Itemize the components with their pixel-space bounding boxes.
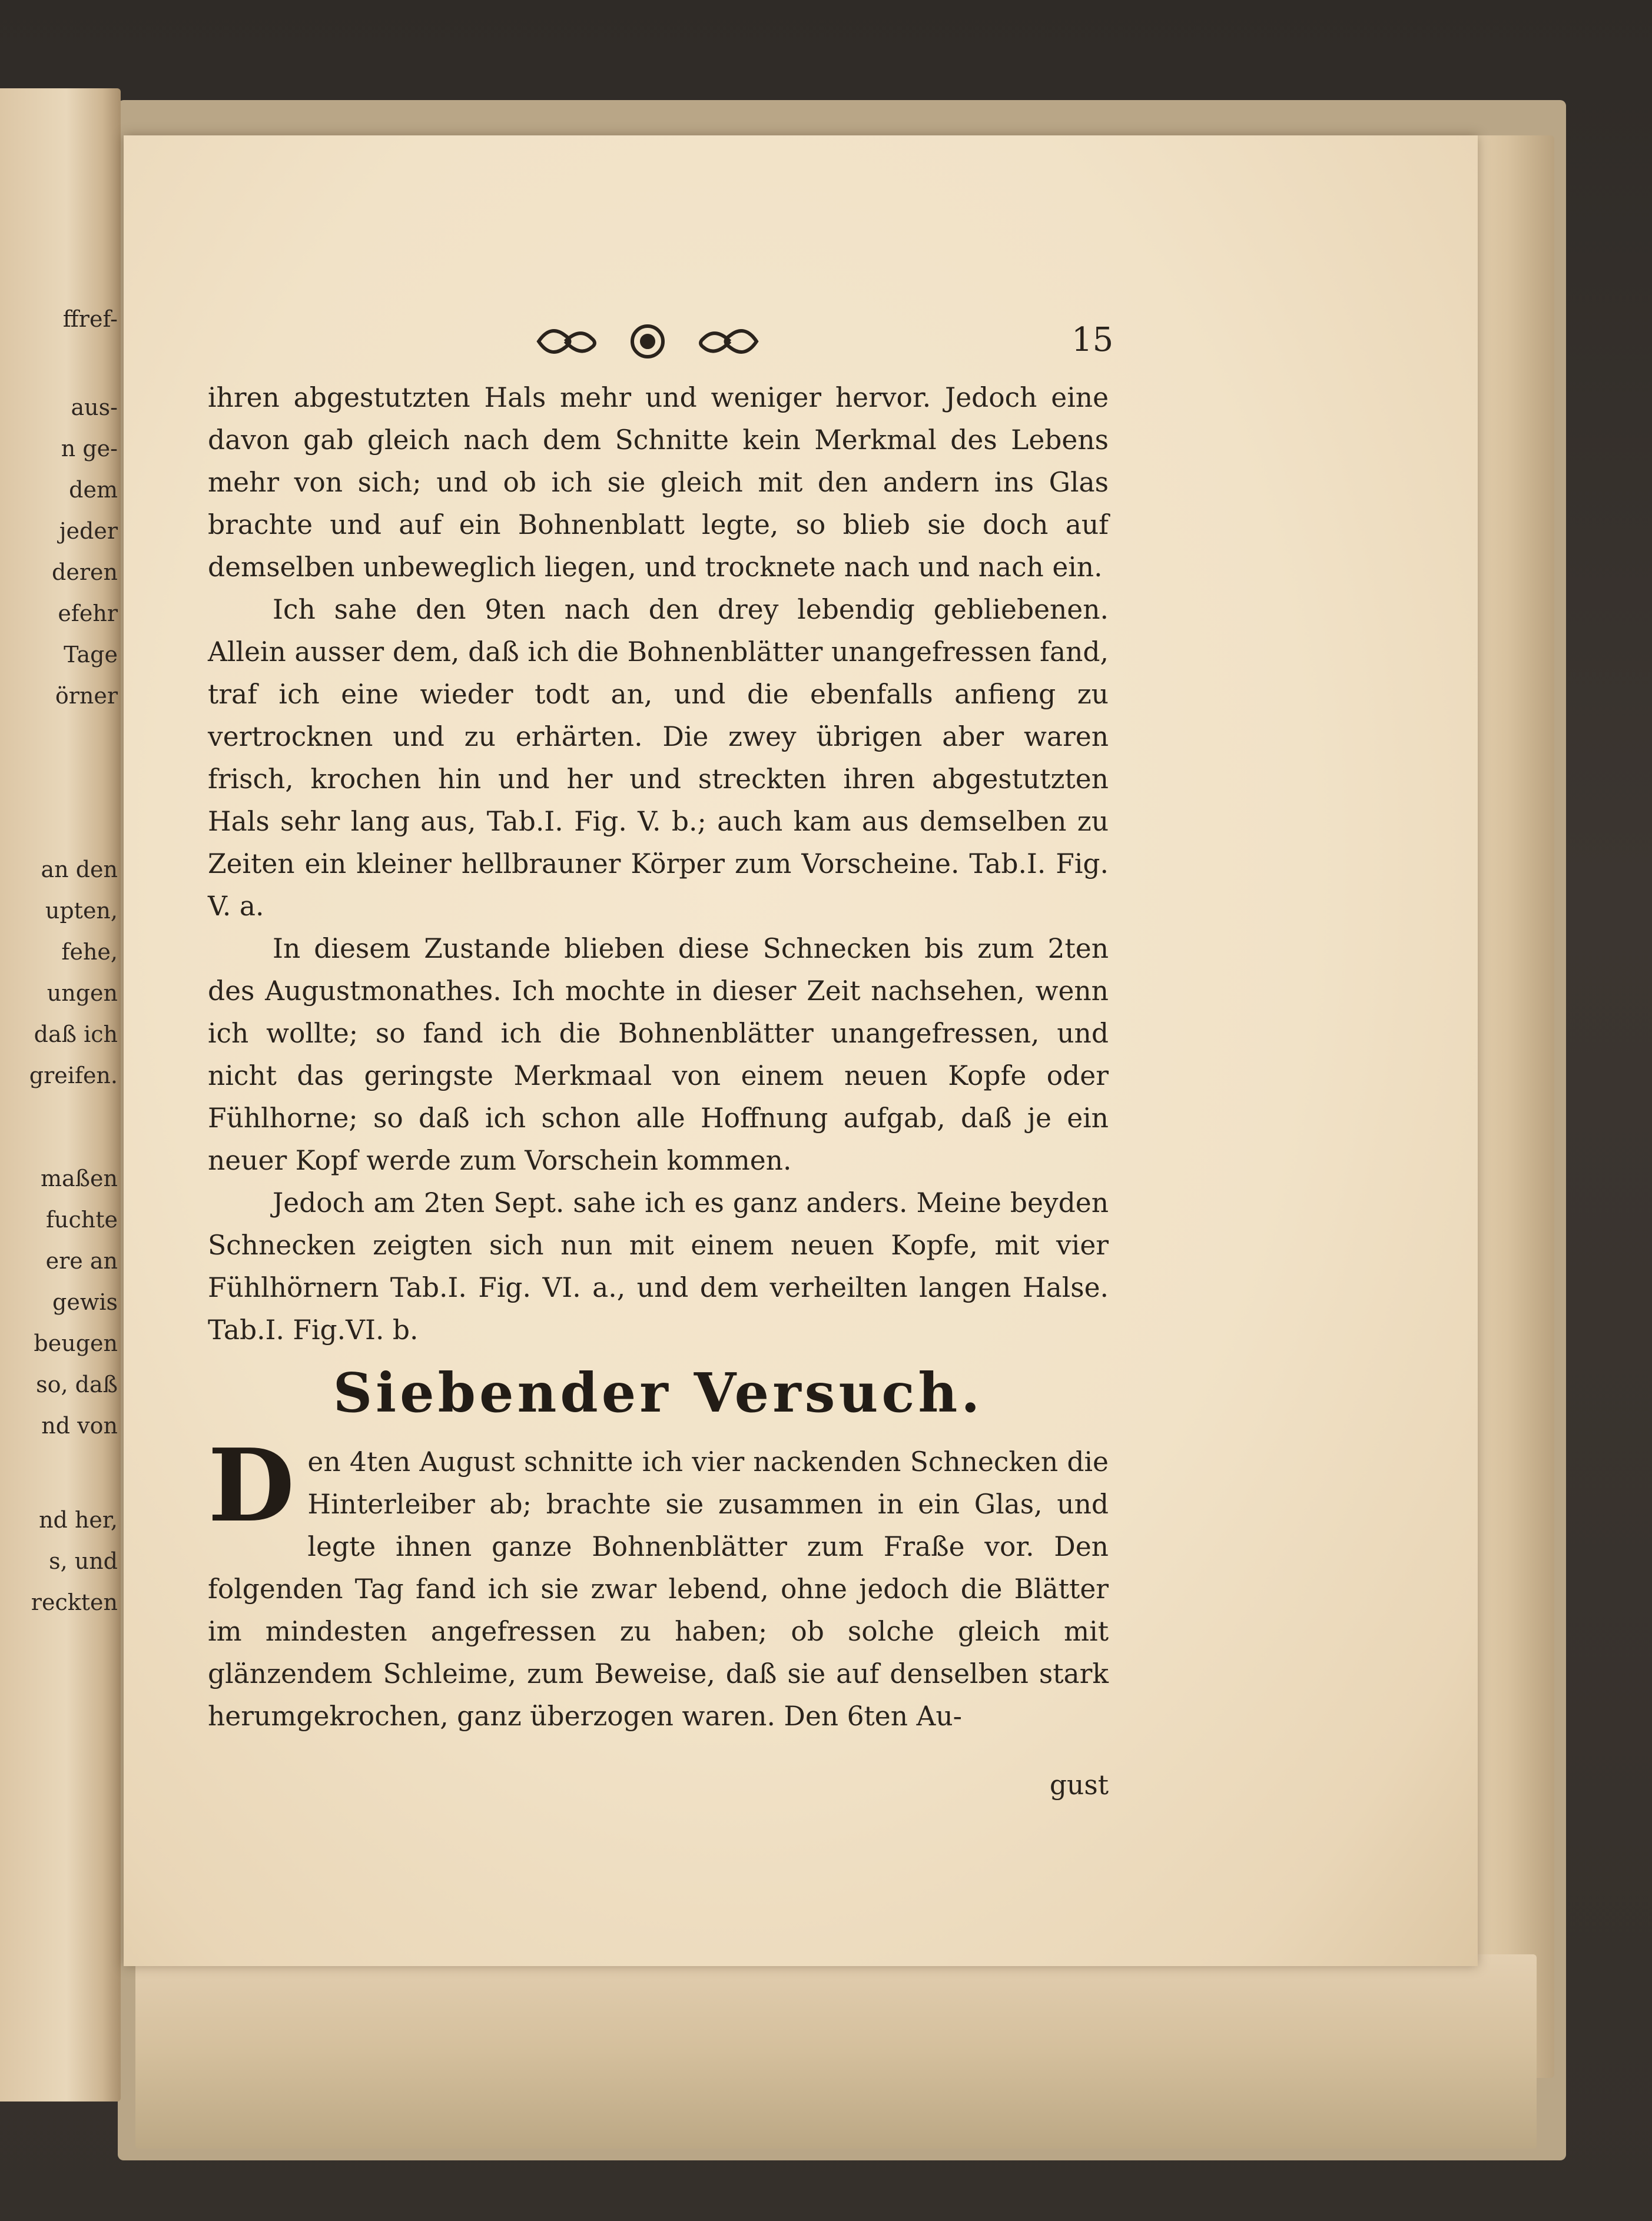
left-page-fragment: ffref-	[62, 306, 118, 332]
section-heading: Siebender Versuch.	[333, 1361, 984, 1425]
page-body	[208, 377, 1109, 1807]
catchword: gust	[1049, 1770, 1109, 1801]
left-page-fragment: beugen	[34, 1330, 118, 1356]
left-page-fragment: s, und	[49, 1548, 118, 1574]
left-page-fragment: ungen	[47, 980, 118, 1006]
left-page-fragment: nd her,	[39, 1507, 118, 1533]
left-page-fragment: an den	[41, 856, 118, 882]
page-number: 15	[1072, 321, 1114, 359]
left-page-fragment: efehr	[58, 600, 118, 626]
page-stack-bottom-edge	[135, 1954, 1537, 2149]
left-page-fragment: greifen.	[29, 1063, 118, 1088]
section-paragraph	[208, 1426, 1109, 1738]
left-page-fragment: nd von	[41, 1413, 118, 1439]
drop-cap: D	[208, 1426, 295, 1545]
left-facing-page	[0, 88, 121, 2102]
fleuron-ornament-icon	[533, 315, 762, 368]
left-page-fragment: maßen	[40, 1166, 118, 1191]
left-page-fragment: reckten	[31, 1589, 118, 1615]
paragraph-3: In diesem Zustande blieben diese Schnecken bis zum 2ten des Augustmonathes. Ich mochte in dieser Zeit nachsehen, wenn ich wollte; so fand ich die Bohnenblätter unangefressen, und nicht das geringste Merkmaal von einem neuen Kopfe oder Fühlhorne; so daß ich schon alle Hoffnung aufgab, daß je ein neuer Kopf werde zum Vorschein kommen.	[208, 933, 1109, 1176]
paragraph-2: Ich sahe den 9ten nach den drey lebendig gebliebenen. Allein ausser dem, daß ich die Bohnenblätter unangefressen fand, traf ich eine wieder todt an, und die ebenfalls anfieng zu vertrocknen und zu erhärten. Die zwey übrigen aber waren frisch, krochen hin und her und streckten ihren abgestutzten Hals sehr lang aus, Tab.I. Fig. V. b.; auch kam aus demselben zu Zeiten ein kleiner hellbrauner Körper zum Vorscheine. Tab.I. Fig. V. a.	[208, 594, 1109, 922]
left-page-fragment: örner	[55, 683, 118, 709]
left-page-fragment: aus-	[71, 394, 118, 420]
main-page	[124, 135, 1478, 1966]
left-page-fragment: fuchte	[45, 1207, 118, 1233]
section-paragraph-text: en 4ten August schnitte ich vier nackenden Schnecken die Hinterleiber ab; brachte sie zusammen in ein Glas, und legte ihnen ganze Bohnenblätter zum Fraße vor. Den folgenden Tag fand ich sie zwar lebend, ohne jedoch die Blätter im mindesten angefressen zu haben; ob solche gleich mit glänzendem Schleime, zum Beweise, daß sie auf denselben stark herumgekrochen, ganz überzogen waren. Den 6ten Au-	[208, 1446, 1109, 1732]
left-page-fragment: daß ich	[34, 1021, 118, 1047]
paragraph-4: Jedoch am 2ten Sept. sahe ich es ganz anders. Meine beyden Schnecken zeigten sich nun mit einem neuen Kopfe, mit vier Fühlhörnern Tab.I. Fig. VI. a., und dem verheilten langen Halse. Tab.I. Fig.VI. b.	[208, 1187, 1109, 1346]
left-page-fragment: so, daß	[36, 1372, 118, 1397]
page-header	[124, 315, 1478, 368]
left-page-fragment: Tage	[64, 642, 118, 668]
left-page-fragment: upten,	[45, 898, 118, 924]
left-page-fragment: ere an	[45, 1248, 118, 1274]
left-page-fragment: deren	[52, 559, 118, 585]
paragraph-1: ihren abgestutzten Hals mehr und weniger hervor. Jedoch eine davon gab gleich nach dem Schnitte kein Merkmal des Lebens mehr von sich; und ob ich sie gleich mit den andern ins Glas brachte und auf ein Bohnenblatt legte, so blieb sie doch auf demselben unbeweglich liegen, und trocknete nach und nach ein.	[208, 382, 1109, 583]
left-page-fragment: fehe,	[61, 939, 118, 965]
left-page-fragment: n ge-	[61, 436, 118, 462]
left-page-fragment: dem	[69, 477, 118, 503]
left-page-fragment: jeder	[59, 518, 118, 544]
left-page-fragment: gewis	[52, 1289, 118, 1315]
